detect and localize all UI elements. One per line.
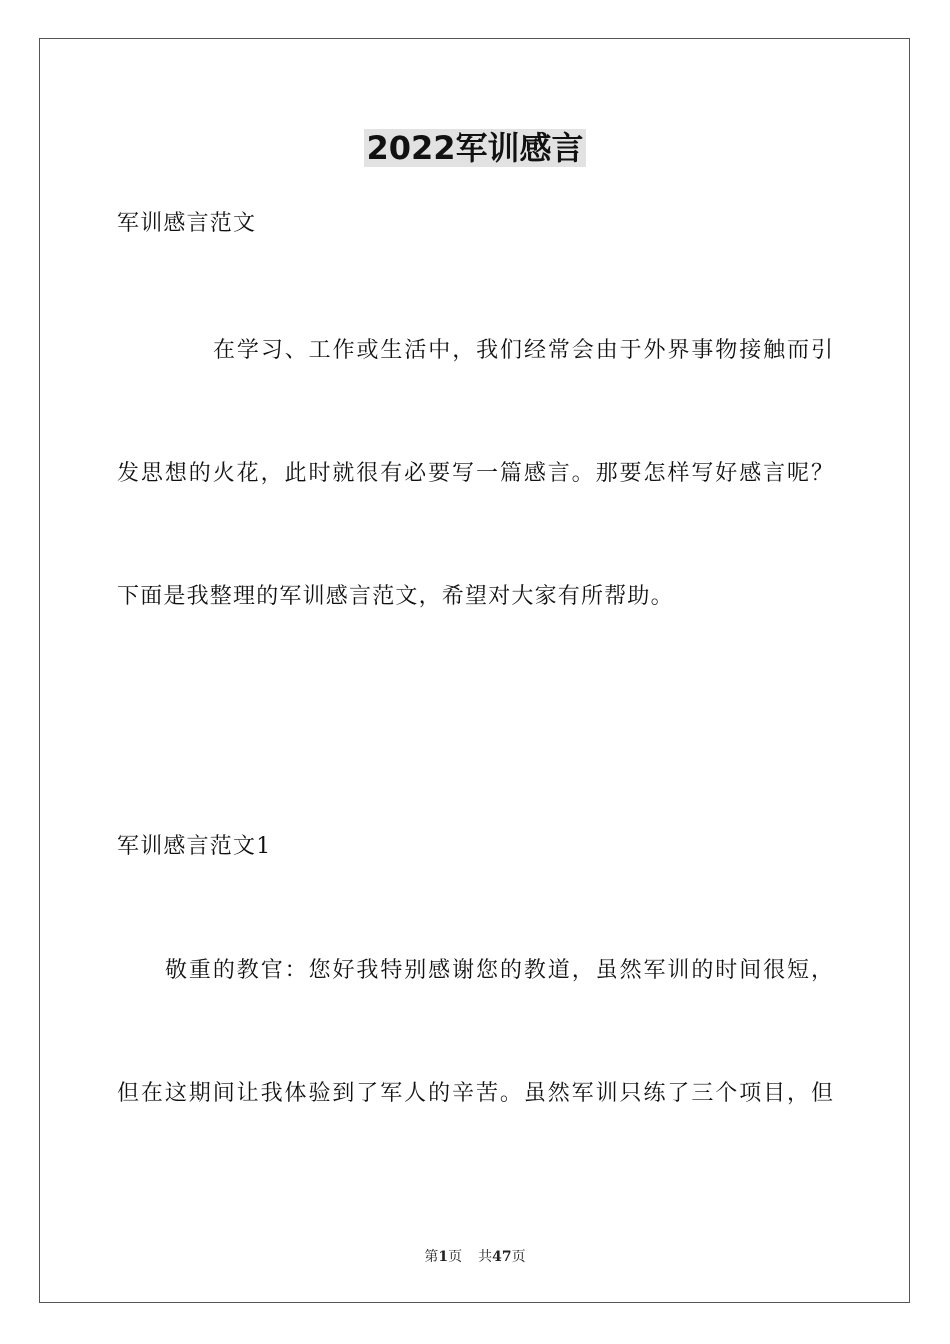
paragraph-line: 下面是我整理的军训感言范文，希望对大家有所帮助。	[117, 584, 674, 609]
section-heading: 军训感言范文	[117, 211, 257, 236]
document-title-text: 2022军训感言	[366, 129, 584, 167]
page-footer	[0, 1247, 950, 1267]
footer-page-prefix: 第	[424, 1249, 439, 1265]
paragraph-line: 发思想的火花，此时就很有必要写一篇感言。那要怎样写好感言呢？	[117, 461, 833, 486]
footer-total-suffix: 页	[511, 1249, 526, 1265]
footer-total-pages: 47	[492, 1249, 512, 1265]
paragraph-line: 敬重的教官：您好我特别感谢您的教道，虽然军训的时间很短，	[165, 958, 833, 983]
paragraph-line: 在学习、工作或生活中，我们经常会由于外界事物接触而引	[213, 338, 833, 363]
footer-page-suffix: 页	[448, 1249, 463, 1265]
footer-page-number: 1	[438, 1249, 449, 1265]
section-heading: 军训感言范文1	[117, 834, 272, 859]
paragraph-line: 但在这期间让我体验到了军人的辛苦。虽然军训只练了三个项目，但	[117, 1081, 833, 1106]
document-title	[0, 126, 950, 170]
footer-total-prefix: 共	[478, 1249, 493, 1265]
